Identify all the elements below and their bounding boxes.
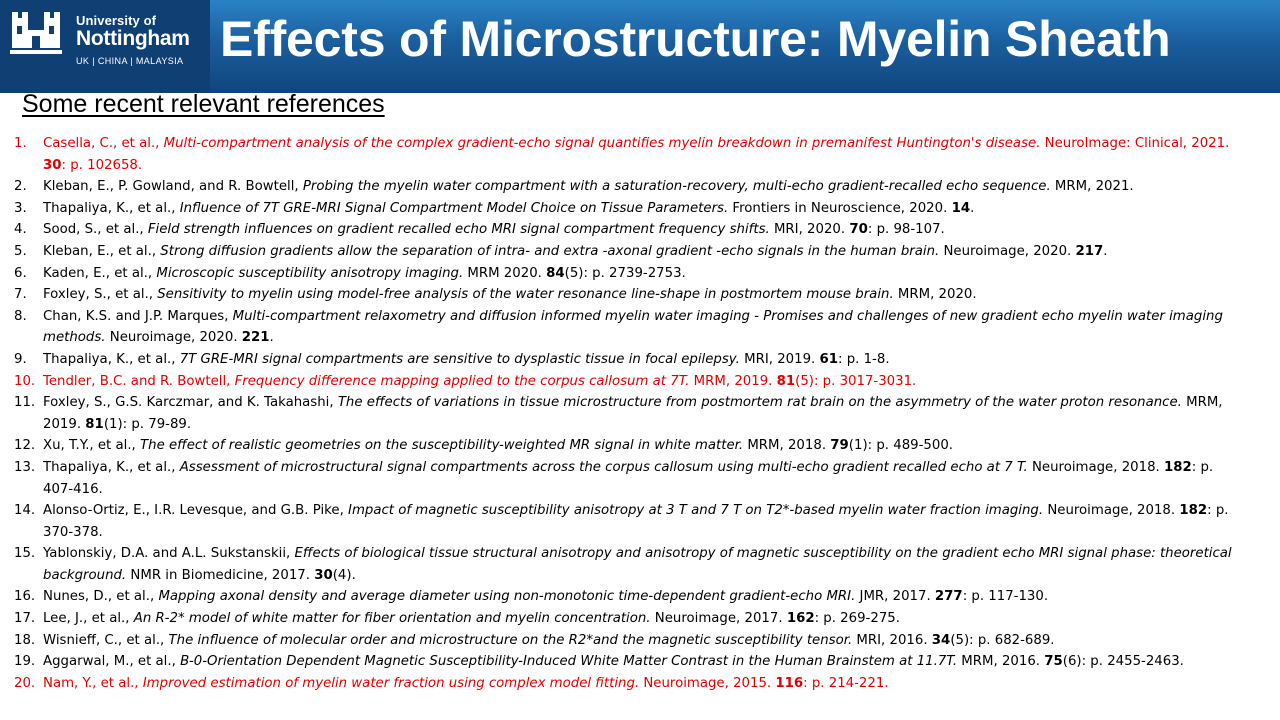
- reference-item: [0, 349, 1250, 371]
- reference-item: [0, 500, 1250, 543]
- reference-volume: 116: [775, 675, 804, 691]
- reference-item: [0, 435, 1250, 457]
- reference-volume: 61: [819, 351, 838, 367]
- reference-volume: 162: [786, 611, 815, 627]
- reference-journal: MRI, 2019.: [739, 351, 820, 367]
- reference-journal: MRM, 2019.: [689, 373, 777, 389]
- reference-title: 7T GRE-MRI signal compartments are sensitive to dysplastic tissue in focal epilepsy.: [179, 351, 740, 367]
- reference-number: 11.: [14, 395, 36, 411]
- reference-authors: Nam, Y., et al.,: [43, 675, 143, 691]
- reference-item: [0, 133, 1250, 176]
- slide-header: [0, 0, 1280, 93]
- reference-title: Sensitivity to myelin using model-free analysis of the water resonance line-shape in postmortem mouse brain.: [157, 287, 894, 303]
- reference-number: 7.: [14, 287, 27, 303]
- reference-journal: MRI, 2020.: [769, 222, 850, 238]
- university-logo: [0, 0, 210, 93]
- reference-item: [0, 219, 1250, 241]
- reference-number: 9.: [14, 351, 27, 367]
- reference-number: 4.: [14, 222, 27, 238]
- reference-volume: 34: [931, 632, 951, 648]
- reference-pages: : p. 117-130.: [962, 589, 1049, 605]
- reference-title: Frequency difference mapping applied to the corpus callosum at 7T.: [234, 373, 690, 389]
- reference-journal: MRI, 2016.: [852, 632, 932, 648]
- reference-item: [0, 392, 1250, 435]
- reference-volume: 81: [85, 416, 104, 432]
- reference-title: Microscopic susceptibility anisotropy imaging.: [156, 265, 464, 281]
- reference-authors: Chan, K.S. and J.P. Marques,: [43, 308, 233, 324]
- reference-journal: NeuroImage: Clinical, 2021.: [1040, 136, 1230, 151]
- reference-journal: MRM, 2019.: [43, 395, 1223, 432]
- reference-title: Influence of 7T GRE-MRI Signal Compartment Model Choice on Tissue Parameters.: [179, 200, 729, 216]
- reference-authors: Kleban, E., P. Gowland, and R. Bowtell,: [43, 179, 303, 195]
- university-name-line2: Nottingham: [76, 27, 190, 50]
- reference-number: 1.: [14, 136, 27, 151]
- reference-journal: MRM, 2021.: [1050, 179, 1134, 195]
- reference-number: 13.: [14, 459, 36, 475]
- reference-authors: Alonso-Ortiz, E., I.R. Levesque, and G.B. Pike,: [43, 503, 349, 519]
- reference-number: 12.: [14, 438, 36, 454]
- reference-item: [0, 198, 1250, 220]
- reference-pages: : p. 98-107.: [867, 222, 945, 238]
- slide-title: Effects of Microstructure: Myelin Sheath: [220, 11, 1171, 67]
- reference-number: 20.: [14, 675, 36, 691]
- reference-title: Strong diffusion gradients allow the separation of intra- and extra -axonal gradient -echo signals in the human brain.: [160, 243, 940, 259]
- reference-journal: MRM, 2016.: [957, 654, 1045, 670]
- reference-title: The effect of realistic geometries on the susceptibility-weighted MR signal in white matter.: [140, 438, 744, 454]
- reference-authors: Foxley, S., G.S. Karczmar, and K. Takahashi,: [43, 395, 338, 411]
- reference-number: 19.: [14, 654, 36, 670]
- reference-pages: (5): p. 682-689.: [950, 632, 1055, 648]
- university-campuses: UK | CHINA | MALAYSIA: [76, 56, 184, 66]
- reference-volume: 221: [241, 330, 270, 346]
- reference-number: 5.: [14, 243, 27, 259]
- reference-number: 2.: [14, 179, 27, 195]
- castle-crest-icon: [10, 10, 62, 58]
- reference-item: [0, 543, 1250, 586]
- reference-pages: : p. 1-8.: [838, 351, 890, 367]
- reference-volume: 30: [43, 157, 62, 173]
- reference-title: Multi-compartment analysis of the complex gradient-echo signal quantifies myelin breakdown in premanifest Huntington's disease.: [163, 136, 1041, 151]
- reference-title: Field strength influences on gradient recalled echo MRI signal compartment frequency shifts.: [147, 222, 770, 238]
- reference-pages: (4).: [332, 567, 356, 583]
- reference-title: Mapping axonal density and average diameter using non-monotonic time-dependent gradient-echo MRI.: [158, 589, 856, 605]
- university-name-line1: University of: [76, 13, 157, 28]
- reference-title: Multi-compartment relaxometry and diffusion informed myelin water imaging - Promises and challenges of new gradient echo myelin water imaging methods.: [43, 308, 1223, 346]
- reference-title: The influence of molecular order and microstructure on the R2*and the magnetic susceptibility tensor.: [168, 632, 853, 648]
- reference-authors: Tendler, B.C. and R. Bowtell,: [43, 373, 235, 389]
- reference-authors: Yablonskiy, D.A. and A.L. Sukstanskii,: [43, 546, 295, 562]
- reference-volume: 70: [849, 222, 868, 238]
- reference-authors: Thapaliya, K., et al.,: [43, 351, 180, 367]
- reference-pages: .: [1103, 243, 1108, 259]
- reference-number: 15.: [14, 546, 36, 562]
- reference-pages: : p. 407-416.: [43, 459, 1214, 497]
- reference-journal: MRM, 2020.: [893, 287, 977, 303]
- reference-number: 14.: [14, 503, 36, 519]
- reference-volume: 79: [830, 438, 849, 454]
- reference-list: [0, 133, 1250, 694]
- reference-item: [0, 630, 1250, 652]
- reference-volume: 81: [776, 373, 796, 389]
- reference-pages: : p. 214-221.: [803, 675, 889, 691]
- reference-number: 6.: [14, 265, 27, 281]
- reference-number: 17.: [14, 611, 36, 627]
- reference-title: Probing the myelin water compartment with a saturation-recovery, multi-echo gradient-recalled echo sequence.: [302, 179, 1051, 195]
- reference-volume: 217: [1075, 243, 1104, 259]
- reference-journal: Neuroimage, 2020.: [939, 243, 1076, 259]
- reference-journal: NMR in Biomedicine, 2017.: [126, 567, 315, 583]
- reference-authors: Nunes, D., et al.,: [43, 589, 159, 605]
- reference-item: [0, 586, 1250, 608]
- reference-pages: .: [970, 200, 975, 216]
- reference-journal: MRM 2020.: [463, 265, 547, 281]
- reference-pages: : p. 102658.: [61, 157, 143, 173]
- reference-title: Improved estimation of myelin water fraction using complex model fitting.: [142, 675, 640, 691]
- reference-pages: (1): p. 489-500.: [848, 438, 954, 454]
- reference-authors: Foxley, S., et al.,: [43, 287, 158, 303]
- reference-item: [0, 673, 1250, 695]
- reference-item: [0, 263, 1250, 285]
- reference-authors: Thapaliya, K., et al.,: [43, 459, 180, 475]
- reference-volume: 75: [1044, 654, 1063, 670]
- reference-number: 3.: [14, 200, 27, 216]
- reference-authors: Lee, J., et al.,: [43, 611, 134, 627]
- reference-authors: Wisnieff, C., et al.,: [43, 632, 169, 648]
- reference-authors: Thapaliya, K., et al.,: [43, 200, 180, 216]
- reference-item: [0, 608, 1250, 630]
- reference-pages: (5): p. 2739-2753.: [564, 265, 686, 281]
- reference-title: The effects of variations in tissue microstructure from postmortem rat brain on the asymmetry of the water proton resonance.: [337, 395, 1182, 411]
- reference-journal: JMR, 2017.: [855, 589, 935, 605]
- reference-volume: 182: [1164, 459, 1192, 475]
- reference-item: [0, 371, 1250, 393]
- reference-pages: : p. 269-275.: [814, 611, 900, 627]
- reference-number: 8.: [14, 308, 27, 324]
- reference-item: [0, 457, 1250, 500]
- reference-item: [0, 651, 1250, 673]
- reference-item: [0, 284, 1250, 306]
- reference-title: An R-2* model of white matter for fiber orientation and myelin concentration.: [133, 611, 651, 627]
- reference-pages: : p. 370-378.: [43, 503, 1229, 540]
- reference-title: Assessment of microstructural signal compartments across the corpus callosum using multi-echo gradient recalled echo at 7 T.: [179, 459, 1028, 475]
- reference-journal: Neuroimage, 2018.: [1043, 503, 1180, 519]
- reference-number: 10.: [14, 373, 36, 389]
- reference-volume: 30: [314, 567, 333, 583]
- reference-authors: Sood, S., et al.,: [43, 222, 148, 238]
- reference-item: [0, 176, 1250, 198]
- reference-title: Impact of magnetic susceptibility anisotropy at 3 T and 7 T on T2*-based myelin water fraction imaging.: [348, 503, 1044, 519]
- reference-title: Effects of biological tissue structural anisotropy and anisotropy of magnetic susceptibility on the gradient echo MRI signal phase: theoretical background.: [43, 546, 1232, 583]
- reference-journal: Neuroimage, 2015.: [639, 675, 776, 691]
- reference-authors: Kleban, E., et al.,: [43, 243, 161, 259]
- section-subtitle: Some recent relevant references: [22, 90, 385, 118]
- reference-volume: 84: [546, 265, 565, 281]
- reference-volume: 277: [934, 589, 963, 605]
- reference-pages: (6): p. 2455-2463.: [1062, 654, 1184, 670]
- reference-pages: (1): p. 79-89.: [103, 416, 192, 432]
- reference-journal: Neuroimage, 2018.: [1027, 459, 1164, 475]
- reference-number: 18.: [14, 632, 36, 648]
- reference-volume: 182: [1179, 503, 1208, 519]
- reference-authors: Aggarwal, M., et al.,: [43, 654, 181, 670]
- reference-journal: Frontiers in Neuroscience, 2020.: [728, 200, 952, 216]
- reference-journal: Neuroimage, 2020.: [105, 330, 242, 346]
- reference-journal: Neuroimage, 2017.: [650, 611, 787, 627]
- reference-volume: 14: [951, 200, 971, 216]
- reference-pages: (5): p. 3017-3031.: [795, 373, 917, 389]
- reference-pages: .: [269, 330, 274, 346]
- reference-item: [0, 241, 1250, 263]
- reference-title: B-0-Orientation Dependent Magnetic Susceptibility-Induced White Matter Contrast in the Human Brainstem at 11.7T.: [180, 654, 958, 670]
- reference-journal: MRM, 2018.: [743, 438, 831, 454]
- reference-number: 16.: [14, 589, 36, 605]
- reference-authors: Casella, C., et al.,: [43, 136, 164, 151]
- reference-authors: Kaden, E., et al.,: [43, 265, 157, 281]
- reference-item: [0, 306, 1250, 349]
- reference-authors: Xu, T.Y., et al.,: [43, 438, 141, 454]
